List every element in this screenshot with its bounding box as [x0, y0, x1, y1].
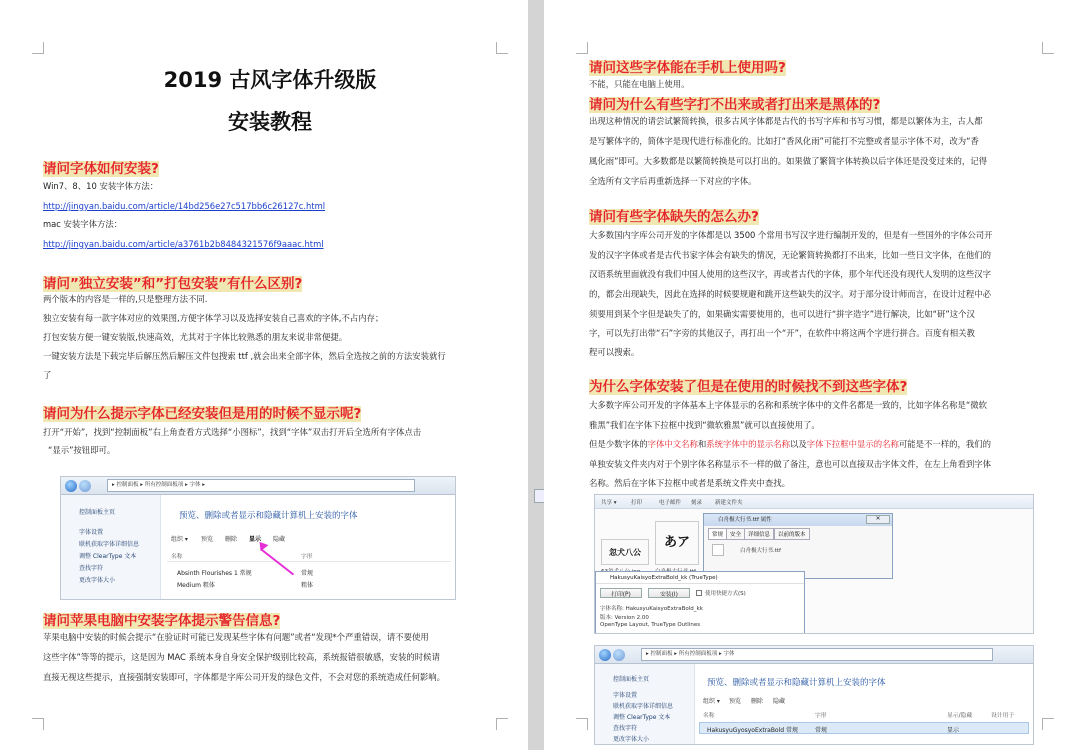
section-heading-install: 请问字体如何安装? — [43, 161, 159, 177]
paragraph-line: 不能，只能在电脑上使用。 — [589, 79, 690, 89]
column-designed-for: 设计用于 — [991, 713, 1015, 719]
toolbar-hide: 隐藏 — [273, 536, 286, 543]
paragraph-line: 大多数字库公司开发的字体基本上字体显示的名称和系统字体中的文件名都是一致的，比如字体名称是“微软 — [589, 400, 987, 410]
print-button[interactable]: 打印(P) — [600, 588, 642, 598]
toolbar-preview: 预览 — [201, 536, 214, 543]
shortcut-checkbox[interactable] — [696, 590, 702, 596]
text-run-red: 系统字体中的显示名称 — [706, 439, 790, 449]
shortcut-label: 使用快捷方式(S) — [705, 591, 746, 597]
side-panel — [595, 664, 695, 744]
text-run: 可能是不一样的，我们的 — [898, 439, 991, 449]
crop-mark — [496, 42, 508, 54]
explorer-menubar — [595, 495, 1033, 509]
column-name: 名称 — [171, 554, 183, 560]
arrow-line — [261, 549, 294, 575]
section-heading-missing-chars: 请问有些字体缺失的怎么办? — [589, 209, 759, 225]
side-link: 联机获取字体详细信息 — [613, 703, 674, 710]
menu-new-folder: 新建文件夹 — [715, 500, 743, 506]
paragraph-line: 名称。然后在字体下拉框中或者是系统文件夹中查找。 — [589, 478, 790, 488]
paragraph-line: 苹果电脑中安装的时候会提示“在验证时可能已发现某些字体有问题”或者“发现*个严重错误，请不要使用 — [43, 632, 429, 642]
crop-mark — [496, 718, 508, 730]
tab-details[interactable]: 详细信息 — [744, 528, 774, 540]
text-run: 但是少数字体的 — [589, 439, 648, 449]
side-link: 查找字符 — [79, 565, 104, 572]
paragraph-line: 了 — [43, 370, 52, 380]
font-info: 字体名称: HakusyuKaisyoExtraBold_kk — [600, 606, 703, 612]
side-link: 更改字体大小 — [79, 577, 116, 584]
side-link: 字体设置 — [613, 692, 638, 699]
side-link: 调整 ClearType 文本 — [79, 553, 137, 560]
column-visibility: 显示/隐藏 — [947, 713, 973, 719]
document-page-left — [0, 0, 528, 750]
paragraph-line: 字，可以先打出带“石”字旁的其他汉子，再打出一个“开”，在软件中将这两个字进行拼合。百度有相关教 — [589, 328, 975, 338]
paragraph-line-highlight — [589, 435, 991, 454]
font-row-style: 常规 — [301, 570, 314, 577]
mac-install-label: mac 安装字体方法： — [43, 219, 123, 229]
tab-general[interactable]: 常规 — [708, 528, 727, 540]
font-row-name: HakusyuGyosyoExtraBold 常规 — [707, 727, 798, 734]
menu-burn: 刻录 — [691, 500, 703, 506]
paragraph-line: 这些字体”等等的提示，这是因为 MAC 系统本身自身安全保护级别比较高，系统报错很敏感，安装的时候请 — [43, 652, 440, 662]
column-style: 字形 — [815, 713, 827, 719]
tab-security[interactable]: 安全 — [726, 528, 745, 540]
side-link: 联机获取字体详细信息 — [79, 541, 140, 548]
section-heading-not-showing: 请问为什么提示字体已经安装但是用的时候不显示呢? — [43, 406, 362, 422]
paragraph-line: 直接无视这些提示，直接强制安装即可，字体都是字库公司开发的绿色文件，不会对您的系统造成任何影响。 — [43, 672, 445, 682]
close-icon[interactable]: ✕ — [866, 515, 890, 524]
properties-dialog — [703, 513, 893, 579]
side-link: 更改字体大小 — [613, 736, 650, 743]
address-path: ▸ 控制面板 ▸ 所有控制面板项 ▸ 字体 ▸ — [107, 479, 415, 492]
toolbar-organize: 组织 ▾ — [171, 536, 188, 543]
divider — [167, 561, 451, 562]
win-install-link[interactable]: http://jingyan.baidu.com/article/14bd256e27c517bb6c26127c.html — [43, 201, 326, 211]
font-thumbnail-1: 忽犬八公 — [601, 539, 649, 565]
paragraph-line: 大多数国内字库公司开发的字体都是以 3500 个常用书写汉字进行编制开发的，但是有一些国外的字体公司开 — [589, 230, 993, 240]
back-icon — [599, 649, 611, 661]
paragraph-line: 風化雨”即可。大多数都是以繁简转换是可以打出的。如果做了繁简字体转换以后字体还是没变过来的，记得 — [589, 156, 987, 166]
address-path: ▸ 控制面板 ▸ 所有控制面板项 ▸ 字体 — [641, 648, 993, 661]
control-panel-screenshot-2 — [594, 645, 1034, 745]
font-info: 版本: Version 2.00 — [600, 615, 649, 621]
paragraph-line: 雅黑”我们在字体下拉框中找到“微软雅黑”就可以直接使用了。 — [589, 420, 820, 430]
file-icon — [712, 544, 724, 556]
mac-install-link[interactable]: http://jingyan.baidu.com/article/a3761b2b8484321576f9aaac.html — [43, 239, 324, 249]
page-gutter — [528, 0, 544, 750]
paragraph-line: 独立安装有每一款字体对应的效果图,方便字体学习以及选择安装自己喜欢的字体,不占内存； — [43, 313, 384, 323]
side-link: 字体设置 — [79, 529, 104, 536]
paragraph-line: 汉语系统里面就没有我们中国人使用的这些汉字，再或者古代的字体，那个年代还没有现代人发明的这些汉字 — [589, 269, 991, 279]
text-run: 和 — [697, 439, 707, 449]
address-bar — [61, 477, 455, 495]
column-name: 名称 — [703, 713, 715, 719]
font-row-style: 粗体 — [301, 582, 314, 589]
section-heading-mobile: 请问这些字体能在手机上使用吗? — [589, 60, 786, 76]
dialog-title: 白舟极大行书.ttf 属性 — [704, 514, 892, 526]
toolbar-delete: 删除 — [225, 536, 238, 543]
font-thumbnail-2: あア — [655, 521, 699, 565]
text-run-red: 字体下拉框中显示的名称 — [806, 439, 899, 449]
document-page-right — [544, 0, 1080, 750]
crop-mark — [576, 718, 588, 730]
crop-mark — [1042, 718, 1054, 730]
menu-email: 电子邮件 — [659, 500, 682, 506]
paragraph-line: 发的汉字字体或者是古代书家字体会有缺失的情况，无论繁简转换都打不出来，比如一些日文字体，在他们的 — [589, 250, 991, 260]
tab-previous[interactable]: 以前的版本 — [774, 528, 810, 540]
document-subtitle: 安装教程 — [228, 110, 312, 134]
font-row-name: Absinth Flourishes 1 常规 — [177, 570, 252, 577]
fonts-panel-title: 预览、删除或者显示和隐藏计算机上安装的字体 — [707, 678, 886, 688]
paragraph-line: 程可以搜索。 — [589, 347, 640, 357]
paragraph-line: 打开“开始”，找到“控制面板”右上角查看方式选择“小图标”，找到“字体”双击打开后全选所有字体点击 — [43, 427, 422, 437]
side-link: 查找字符 — [613, 725, 638, 732]
address-bar — [595, 646, 1033, 664]
section-heading-difference: 请问”独立安装”和”打包安装”有什么区别? — [43, 276, 303, 292]
toolbar-organize: 组织 ▾ — [703, 698, 720, 705]
window-title: HakusyuKaisyoExtraBold_kk (TrueType) — [596, 572, 804, 584]
paragraph-line: 打包安装方便一键安装版,快速高效，尤其对于字体比较熟悉的朋友来说非常便捷。 — [43, 332, 348, 342]
paragraph-line: 出现这种情况的请尝试繁简转换，很多古风字体都是古代的书写字库和书写习惯，都是以繁体为主，古人都 — [589, 116, 983, 126]
document-title: 2019 古风字体升级版 — [163, 68, 377, 92]
paragraph-line: “显示”按钮即可。 — [48, 445, 116, 455]
toolbar-show: 显示 — [249, 536, 262, 543]
column-style: 字形 — [301, 554, 313, 560]
crop-mark — [576, 42, 588, 54]
paragraph-line: 一键安装方法是下载完毕后解压然后解压文件包搜索 ttf ,就会出来全部字体，然后全选按之前的方法安装就行 — [43, 351, 446, 361]
paragraph-line: 全选所有文字后再重新选择一下对应的字体。 — [589, 176, 757, 186]
side-panel — [61, 495, 161, 599]
forward-icon — [79, 480, 91, 492]
section-heading-black-font: 请问为什么有些字打不出来或者打出来是黑体的? — [589, 97, 881, 113]
side-link: 控制面板主页 — [613, 676, 650, 683]
paragraph-line: 两个版本的内容是一样的,只是整理方法不同. — [43, 294, 208, 304]
paragraph-line: 的，都会出现缺失，因此在选择的时候要规避和跳开这些缺失的汉字。对于部分设计师而言，在设计过程中必 — [589, 289, 991, 299]
paragraph-line: 单独安装文件夹内对于个别字体名称显示不一样的做了备注，意也可以直接双击字体文件，在左上角看到字体 — [589, 459, 991, 469]
win-install-label: Win7、8、10 安装字体方法： — [43, 181, 159, 191]
toolbar-delete: 删除 — [751, 698, 764, 705]
forward-icon — [613, 649, 625, 661]
font-row-visibility: 显示 — [947, 727, 960, 734]
font-preview-window — [595, 571, 805, 634]
font-file-screenshot — [594, 494, 1034, 634]
paragraph-line: 须要用到某个字但是缺失了的，如果确实需要使用的，也可以进行“拼字造字”进行解决，比如“研”这个汉 — [589, 309, 975, 319]
install-button[interactable]: 安装(I) — [648, 588, 690, 598]
menu-share: 共享 ▾ — [601, 500, 617, 506]
font-row-name: Medium 粗体 — [177, 582, 215, 589]
paragraph-line: 是写繁体字的，简体字是现代进行标准化的。比如打“香风化雨”可能打不完整或者显示字体不对，改为“香 — [589, 136, 979, 146]
menu-print: 打印 — [631, 500, 643, 506]
section-heading-mac-warning: 请问苹果电脑中安装字体提示警告信息? — [43, 613, 281, 629]
crop-mark — [1042, 42, 1054, 54]
toolbar-hide: 隐藏 — [773, 698, 786, 705]
crop-mark — [32, 42, 44, 54]
crop-mark — [32, 718, 44, 730]
control-panel-screenshot — [60, 476, 456, 600]
side-link: 调整 ClearType 文本 — [613, 714, 671, 721]
file-name: 白舟极大行书.ttf — [740, 548, 781, 554]
section-heading-cannot-find: 为什么字体安装了但是在使用的时候找不到这些字体? — [589, 379, 908, 395]
font-row-style: 常规 — [815, 727, 828, 734]
text-run: 以及 — [790, 439, 807, 449]
text-run-red: 字体中文名称 — [647, 439, 698, 449]
fonts-panel-title: 预览、删除或者显示和隐藏计算机上安装的字体 — [179, 511, 358, 521]
toolbar-preview: 预览 — [729, 698, 742, 705]
font-info: OpenType Layout, TrueType Outlines — [600, 622, 701, 628]
back-icon — [65, 480, 77, 492]
side-link: 控制面板主页 — [79, 509, 116, 516]
